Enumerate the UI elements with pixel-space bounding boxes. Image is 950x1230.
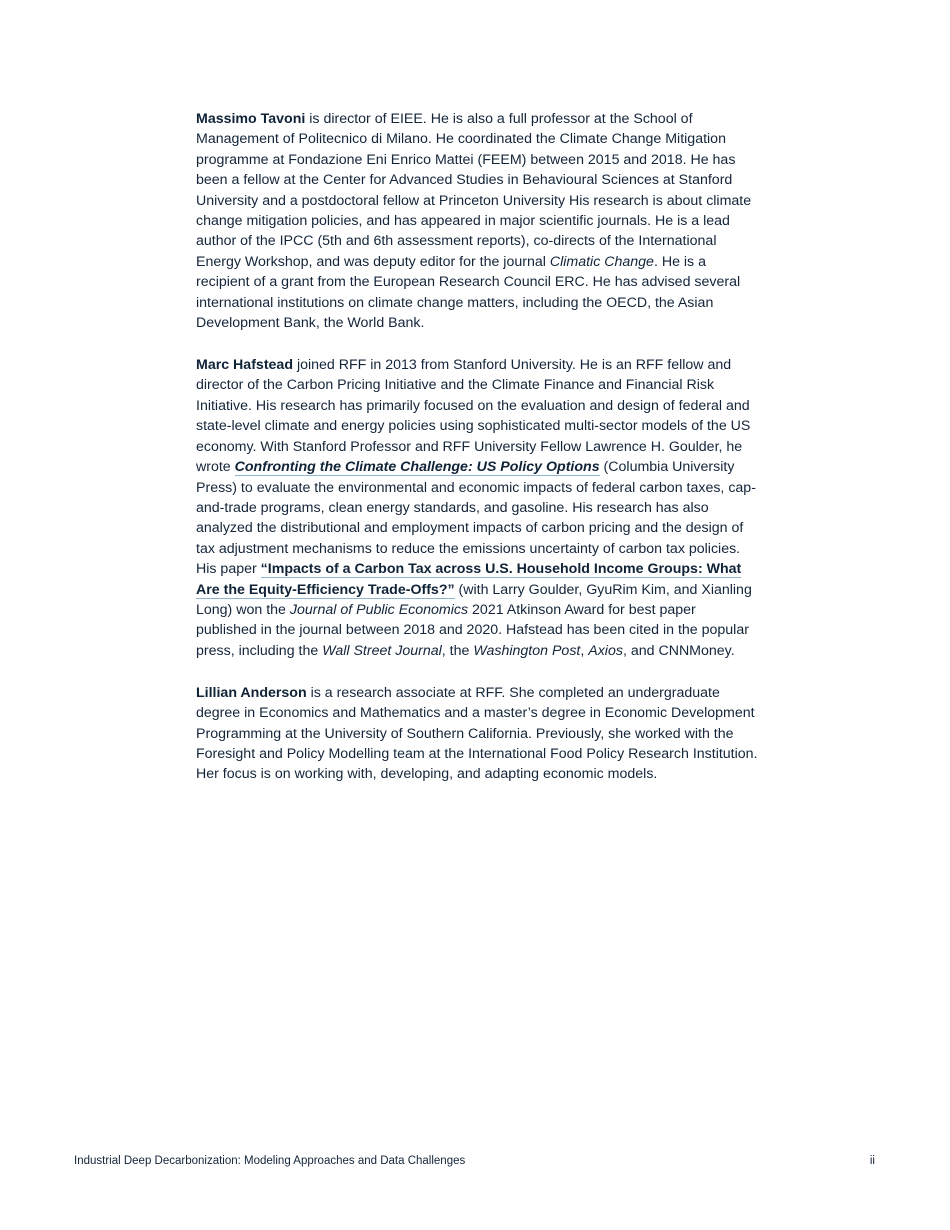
footer-page-number: ii: [869, 1155, 875, 1167]
journal-title: Journal of Public Economics: [289, 601, 469, 618]
press-title: Wall Street Journal: [322, 642, 442, 659]
author-name: Massimo Tavoni: [196, 111, 306, 127]
bio-text: is director of EIEE. He is also a full professor at the School of Management of Politecnico di Milano. He coordinated the Climate Change Mitigation programme at Fondazione Eni Enrico Mattei (FEEM) between 2015 and 2018. He has been a fellow at the Center for Advanced Studies in Behavioural Sciences at Stanford University and a postdoctoral fellow at Princeton University His research is about climate change mitigation policies, and has appeared in major scientific journals. He is a lead author of the IPCC (5th and 6th assessment reports), co-directs of the International Energy Workshop, and was deputy editor for the journal: [196, 111, 752, 270]
bio-text: is a research associate at RFF. She completed an undergraduate degree in Economics and Mathematics and a master’s degree in Economic Development Programming at the University of Southern California. Previously, she worked with the Foresight and Policy Modelling team at the International Food Policy Research Institution. Her focus is on working with, developing, and adapting economic models.: [196, 684, 758, 783]
press-title: Axios: [588, 642, 623, 659]
author-name: Lillian Anderson: [196, 684, 307, 701]
bio-text: , the: [441, 642, 474, 659]
bio-lillian-anderson: [196, 683, 758, 785]
bio-text: (with Larry Goulder, GyuRim Kim, and Xianling Long) won the: [196, 581, 752, 618]
bio-text: . He is a recipient of a grant from the European Research Council ERC. He has advised several international institutions on climate change matters, including the OECD, the Asian Development Bank, the World Bank.: [196, 253, 741, 332]
journal-title: Climatic Change: [549, 253, 654, 270]
paper-link[interactable]: “Impacts of a Carbon Tax across U.S. Household Income Groups: What Are the Equity-Efficiency Trade-Offs?”: [196, 561, 742, 598]
author-bios: [196, 109, 758, 806]
bio-text: ,: [580, 642, 589, 659]
bio-text: joined RFF in 2013 from Stanford University. He is an RFF fellow and director of the Carbon Pricing Initiative and the Climate Finance and Financial Risk Initiative. His research has primarily focused on the evaluation and design of federal and state-level climate and energy policies using sophisticated multi-sector models of the US economy. With Stanford Professor and RFF University Fellow Lawrence H. Goulder, he wrote: [196, 357, 751, 476]
bio-marc-hafstead: [196, 355, 758, 661]
bio-massimo-tavoni: [196, 109, 758, 333]
press-title: Washington Post: [473, 642, 581, 659]
footer-report-title: Industrial Deep Decarbonization: Modeling Approaches and Data Challenges: [74, 1155, 466, 1167]
bio-text: , and CNNMoney.: [622, 642, 735, 659]
bio-text: 2021 Atkinson Award for best paper published in the journal between 2018 and 2020. Hafstead has been cited in the popular press, including the: [196, 601, 749, 659]
bio-text: (Columbia University Press) to evaluate the environmental and economic impacts of federal carbon taxes, cap-and-trade programs, clean energy standards, and gasoline. His research has also analyzed the distributional and employment impacts of carbon pricing and the design of tax adjustment mechanisms to reduce the emissions uncertainty of carbon tax policies. His paper: [196, 459, 756, 578]
author-name: Marc Hafstead: [196, 357, 293, 374]
book-link[interactable]: Confronting the Climate Challenge: US Policy Options: [234, 459, 600, 476]
